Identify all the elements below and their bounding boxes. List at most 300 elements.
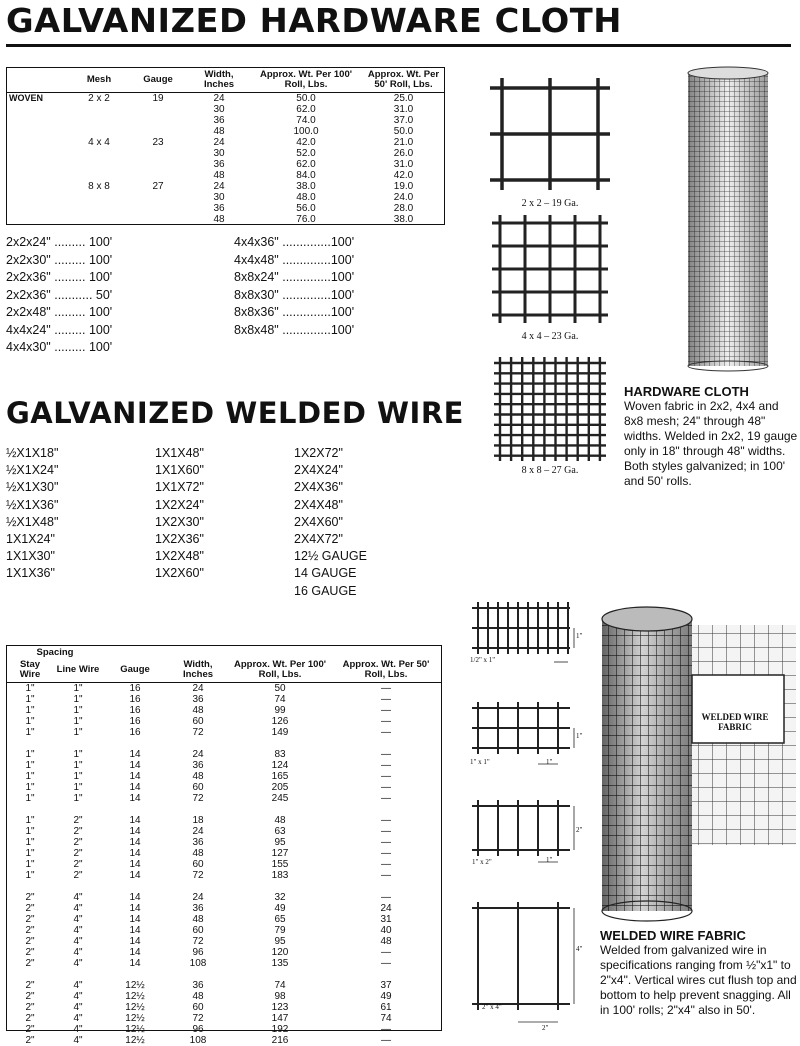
table-row bbox=[7, 1002, 441, 1013]
table-cell: 4" bbox=[73, 936, 83, 947]
table-cell: 4" bbox=[73, 914, 83, 925]
diagram-label: 4" bbox=[576, 945, 583, 953]
table-cell: 72 bbox=[192, 1013, 204, 1024]
table-cell: 1" bbox=[73, 793, 83, 804]
col-header-spacing: Spacing bbox=[36, 647, 74, 658]
col-header-wt100: Approx. Wt. Per 100' Roll, Lbs. bbox=[229, 658, 331, 683]
list-item: 2x2x48" ......... 100' bbox=[6, 305, 113, 319]
table-row bbox=[7, 1024, 441, 1035]
table-cell: 50 bbox=[274, 683, 286, 694]
table-cell: 83 bbox=[274, 749, 286, 760]
list-item: 1X1X36" bbox=[6, 566, 55, 581]
table-cell bbox=[71, 159, 127, 170]
table-cell: 56.0 bbox=[296, 203, 316, 214]
diagram-label: 1" bbox=[546, 758, 553, 766]
table-cell: 8 x 8 bbox=[88, 181, 110, 192]
table-row bbox=[7, 694, 441, 705]
table-cell: 2" bbox=[73, 859, 83, 870]
col-header-type bbox=[7, 68, 71, 93]
list-item: 1X1X72" bbox=[155, 480, 204, 495]
table-cell: 192 bbox=[271, 1024, 289, 1035]
spacer-cell bbox=[7, 738, 441, 749]
table-cell: 84.0 bbox=[296, 170, 316, 181]
table-cell: 4" bbox=[73, 1013, 83, 1024]
mesh-4x4-caption: 4 x 4 – 23 Ga. bbox=[521, 331, 579, 342]
table-cell: 2" bbox=[25, 936, 35, 947]
table-cell: 60 bbox=[192, 1002, 204, 1013]
list-item: 1X1X48" bbox=[155, 446, 204, 460]
table-cell: 1" bbox=[73, 749, 83, 760]
list-item: 8x8x30" ..............100' bbox=[234, 287, 355, 302]
table-row bbox=[7, 104, 444, 115]
table-cell: 12½ bbox=[125, 991, 145, 1002]
table-cell: 31 bbox=[380, 914, 392, 925]
table-cell: 2" bbox=[73, 870, 83, 881]
col-header-stay-wire: Stay Wire bbox=[7, 658, 53, 683]
table-cell: 14 bbox=[129, 749, 141, 760]
list-item: 4x4x30" ......... 100' bbox=[6, 340, 113, 354]
welded-wire-text: Welded from galvanized wire in specifications ranging from ½"x1" to 2"x4". Vertical wires cut flush top and bottom to help prevent snagging. All in 100' rolls; 2"x4" also in 50'. bbox=[600, 943, 797, 1017]
table-cell: 31.0 bbox=[393, 159, 414, 170]
table-row bbox=[7, 727, 441, 738]
table-cell: 72 bbox=[192, 793, 204, 804]
table-cell: — bbox=[381, 727, 391, 738]
table-cell bbox=[71, 214, 127, 225]
table-cell: 14 bbox=[129, 958, 141, 969]
table-cell: 48 bbox=[192, 991, 204, 1002]
hardware-cloth-title: GALVANIZED HARDWARE CLOTH bbox=[6, 1, 622, 40]
table-cell: — bbox=[381, 1024, 391, 1035]
table-row bbox=[7, 1035, 441, 1046]
table-cell bbox=[71, 115, 127, 126]
block-spacer bbox=[7, 804, 441, 815]
table-cell: 16 bbox=[129, 716, 141, 727]
table-cell: 216 bbox=[271, 1035, 289, 1046]
mesh-4x4-diagram bbox=[492, 215, 608, 323]
table-cell: 30 bbox=[213, 148, 225, 159]
table-cell: 14 bbox=[129, 837, 141, 848]
mesh-8x8-caption: 8 x 8 – 27 Ga. bbox=[521, 465, 579, 476]
table-cell: 96 bbox=[192, 1024, 204, 1035]
list-item: ½X1X18" bbox=[6, 446, 59, 460]
list-item: 8x8x48" ..............100' bbox=[234, 322, 355, 337]
header-spacer bbox=[331, 646, 441, 658]
table-cell: 65 bbox=[274, 914, 286, 925]
table-cell: 108 bbox=[189, 958, 207, 969]
table-cell: 2" bbox=[25, 1024, 35, 1035]
list-item: 1X2X72" bbox=[294, 446, 343, 460]
table-cell: 4" bbox=[73, 958, 83, 969]
table-cell: — bbox=[381, 793, 391, 804]
spacer-cell bbox=[7, 881, 441, 892]
hardware-cloth-description bbox=[624, 384, 798, 489]
table-cell: 52.0 bbox=[296, 148, 316, 159]
table-row bbox=[7, 93, 444, 105]
diagram-label: 1" bbox=[576, 632, 583, 640]
table-cell: 2" bbox=[25, 947, 35, 958]
table-cell bbox=[127, 148, 189, 159]
hardware-list-right bbox=[234, 234, 444, 339]
table-cell: 16 bbox=[129, 683, 141, 694]
table-cell: 2" bbox=[25, 991, 35, 1002]
table-cell: 124 bbox=[271, 760, 289, 771]
list-item: 2x2x30" ......... 100' bbox=[6, 252, 113, 267]
title-rule bbox=[6, 44, 791, 47]
table-cell bbox=[71, 203, 127, 214]
table-cell: 48 bbox=[192, 705, 204, 716]
table-cell: 62.0 bbox=[296, 104, 316, 115]
table-cell bbox=[71, 192, 127, 203]
table-cell: 48 bbox=[213, 170, 225, 181]
table-row bbox=[7, 826, 441, 837]
table-cell: 2" bbox=[25, 903, 35, 914]
table-cell: 19 bbox=[152, 93, 164, 104]
list-item: 2X4X24" bbox=[294, 463, 343, 478]
table-cell bbox=[71, 170, 127, 181]
table-cell: WOVEN bbox=[9, 93, 44, 103]
table-cell: 25.0 bbox=[393, 93, 414, 104]
col-header-width: Width, Inches bbox=[189, 68, 249, 93]
welded-wire-table bbox=[6, 645, 442, 1046]
table-cell: 2" bbox=[73, 837, 83, 848]
table-cell: 1" bbox=[25, 793, 35, 804]
table-cell: 36 bbox=[192, 694, 204, 705]
list-item: 2x2x36" ........... 50' bbox=[6, 287, 113, 302]
table-row bbox=[7, 716, 441, 727]
table-row bbox=[7, 837, 441, 848]
list-item: 1X2X24" bbox=[155, 497, 204, 512]
table-cell: 14 bbox=[129, 782, 141, 793]
table-cell: 2" bbox=[25, 925, 35, 936]
table-cell: 1" bbox=[25, 760, 35, 771]
table-cell: 14 bbox=[129, 947, 141, 958]
hardware-list-left bbox=[6, 234, 216, 357]
mesh-2x2-caption: 2 x 2 – 19 Ga. bbox=[521, 198, 579, 209]
table-cell: 24 bbox=[213, 137, 225, 148]
table-cell bbox=[127, 214, 189, 225]
col-header-wt50: Approx. Wt. Per 50' Roll, Lbs. bbox=[331, 658, 441, 683]
table-row bbox=[7, 192, 444, 203]
list-item: 2x2x24" ......... 100' bbox=[6, 235, 113, 249]
table-cell: 1" bbox=[73, 716, 83, 727]
table-cell: 36 bbox=[192, 837, 204, 848]
list-item: ½X1X30" bbox=[6, 480, 59, 495]
table-cell: 135 bbox=[271, 958, 289, 969]
table-cell: 14 bbox=[129, 914, 141, 925]
list-item: 1X2X48" bbox=[155, 549, 204, 564]
table-row bbox=[7, 1013, 441, 1024]
table-cell: 1" bbox=[25, 782, 35, 793]
table-row bbox=[7, 782, 441, 793]
block-spacer bbox=[7, 881, 441, 892]
table-cell: — bbox=[381, 1035, 391, 1046]
table-cell: 62.0 bbox=[296, 159, 316, 170]
col-header-line-wire: Line Wire bbox=[53, 658, 103, 683]
table-cell: 100.0 bbox=[293, 126, 319, 137]
list-item: 2X4X36" bbox=[294, 480, 343, 495]
table-cell: — bbox=[381, 771, 391, 782]
table-cell: 183 bbox=[271, 870, 289, 881]
table-cell bbox=[7, 214, 71, 225]
table-row bbox=[7, 958, 441, 969]
table-cell bbox=[71, 126, 127, 137]
table-row bbox=[7, 991, 441, 1002]
table-cell bbox=[127, 126, 189, 137]
table-cell: 24 bbox=[192, 683, 204, 694]
table-cell: 60 bbox=[192, 925, 204, 936]
table-cell: 24.0 bbox=[393, 192, 414, 203]
table-cell: 37 bbox=[380, 980, 392, 991]
table-cell: 24 bbox=[192, 749, 204, 760]
table-row bbox=[7, 815, 441, 826]
table-cell: 1" bbox=[25, 727, 35, 738]
table-cell: 2" bbox=[25, 892, 35, 903]
table-cell: 14 bbox=[129, 903, 141, 914]
table-cell: 72 bbox=[192, 727, 204, 738]
table-cell: — bbox=[381, 826, 391, 837]
table-cell: 76.0 bbox=[296, 214, 316, 225]
table-cell bbox=[7, 181, 71, 192]
table-cell: 155 bbox=[271, 859, 289, 870]
table-cell: 1" bbox=[25, 826, 35, 837]
table-cell: 14 bbox=[129, 859, 141, 870]
table-cell: 123 bbox=[271, 1002, 289, 1013]
table-cell: 16 bbox=[129, 694, 141, 705]
table-cell: 61 bbox=[380, 1002, 392, 1013]
table-cell: 1" bbox=[25, 705, 35, 716]
table-cell: — bbox=[381, 958, 391, 969]
table-row bbox=[7, 914, 441, 925]
mesh-2x2-diagram bbox=[490, 78, 610, 190]
table-cell: 32 bbox=[274, 892, 286, 903]
spacer-cell bbox=[7, 969, 441, 980]
table-cell: 165 bbox=[271, 771, 289, 782]
table-cell: 42.0 bbox=[393, 170, 414, 181]
table-cell: 24 bbox=[192, 892, 204, 903]
list-item: 1X1X30" bbox=[6, 549, 55, 564]
table-cell: 1" bbox=[73, 683, 83, 694]
table-cell: 1" bbox=[25, 749, 35, 760]
table-cell: — bbox=[381, 815, 391, 826]
table-row bbox=[7, 980, 441, 991]
table-cell: 36 bbox=[213, 203, 225, 214]
table-cell: 14 bbox=[129, 771, 141, 782]
table-cell: 63 bbox=[274, 826, 286, 837]
table-cell: 30 bbox=[213, 192, 225, 203]
table-row bbox=[7, 947, 441, 958]
welded-list-col1 bbox=[6, 445, 126, 583]
table-row bbox=[7, 126, 444, 137]
welded-wire-description bbox=[600, 928, 798, 1018]
table-cell: 14 bbox=[129, 793, 141, 804]
col-header-width: Width, Inches bbox=[167, 658, 229, 683]
table-cell: 74 bbox=[380, 1013, 392, 1024]
diagram-label: 1" x 1" bbox=[470, 758, 490, 766]
table-cell: 2" bbox=[25, 1013, 35, 1024]
table-cell: 98 bbox=[274, 991, 286, 1002]
welded-wire-title: GALVANIZED WELDED WIRE bbox=[6, 396, 464, 430]
list-item: 1X2X36" bbox=[155, 532, 204, 547]
table-cell: 4" bbox=[73, 925, 83, 936]
table-cell: 18 bbox=[192, 815, 204, 826]
table-cell: 1" bbox=[73, 705, 83, 716]
table-cell: 4 x 4 bbox=[88, 137, 110, 148]
list-item: 4x4x24" ......... 100' bbox=[6, 322, 113, 337]
table-cell: 1" bbox=[25, 870, 35, 881]
table-cell: 1" bbox=[73, 694, 83, 705]
table-cell: 1" bbox=[25, 859, 35, 870]
table-cell: 2" bbox=[25, 980, 35, 991]
diagram-label: 1" bbox=[546, 856, 553, 864]
table-cell: 38.0 bbox=[296, 181, 316, 192]
table-cell: 31.0 bbox=[393, 104, 414, 115]
table-cell: 120 bbox=[271, 947, 289, 958]
list-item: 2X4X60" bbox=[294, 514, 343, 529]
table-cell: 1" bbox=[25, 848, 35, 859]
table-cell: 127 bbox=[271, 848, 289, 859]
table-cell: 245 bbox=[271, 793, 289, 804]
table-row bbox=[7, 903, 441, 914]
table-cell: 12½ bbox=[125, 1013, 145, 1024]
diagram-label: 1" x 2" bbox=[472, 858, 492, 866]
table-cell: 1" bbox=[25, 771, 35, 782]
table-cell bbox=[7, 115, 71, 126]
table-cell: — bbox=[381, 848, 391, 859]
table-cell: 60 bbox=[192, 859, 204, 870]
table-cell: 50.0 bbox=[296, 93, 316, 104]
table-cell: 27 bbox=[152, 181, 164, 192]
table-cell: 149 bbox=[271, 727, 289, 738]
table-cell: 36 bbox=[192, 903, 204, 914]
table-cell: 60 bbox=[192, 782, 204, 793]
table-cell: 95 bbox=[274, 837, 286, 848]
table-cell: 14 bbox=[129, 815, 141, 826]
welded-roll-label: WELDED WIRE FABRIC bbox=[701, 712, 769, 732]
table-cell: 96 bbox=[192, 947, 204, 958]
table-cell: 2" bbox=[73, 826, 83, 837]
table-cell: 12½ bbox=[125, 1035, 145, 1046]
table-cell: — bbox=[381, 749, 391, 760]
table-cell: 108 bbox=[189, 1035, 207, 1046]
table-cell bbox=[7, 137, 71, 148]
table-cell: 30 bbox=[213, 104, 225, 115]
table-cell: 26.0 bbox=[393, 148, 414, 159]
table-cell: 2" bbox=[73, 848, 83, 859]
table-row bbox=[7, 793, 441, 804]
table-cell: 16 bbox=[129, 705, 141, 716]
welded-wire-heading: WELDED WIRE FABRIC bbox=[600, 928, 746, 943]
table-cell: — bbox=[381, 782, 391, 793]
welded-wire-roll-illustration bbox=[600, 605, 798, 925]
list-item: 14 GAUGE bbox=[294, 566, 357, 581]
table-cell: 19.0 bbox=[393, 181, 414, 192]
table-cell: — bbox=[381, 694, 391, 705]
table-cell: 14 bbox=[129, 826, 141, 837]
table-cell: 74 bbox=[274, 980, 286, 991]
table-cell: — bbox=[381, 870, 391, 881]
table-row bbox=[7, 214, 444, 225]
col-header-wt100: Approx. Wt. Per 100' Roll, Lbs. bbox=[249, 68, 363, 93]
table-cell: 2" bbox=[73, 815, 83, 826]
hardware-cloth-text: Woven fabric in 2x2, 4x4 and 8x8 mesh; 24" through 48" widths. Welded in 2x2, 19 gauge only in 18" through 48" widths. Both styles galvanized; in 100' and 50' rolls. bbox=[624, 399, 798, 488]
list-item: 1X1X24" bbox=[6, 532, 55, 547]
table-row bbox=[7, 115, 444, 126]
table-cell: 74 bbox=[274, 694, 286, 705]
table-cell bbox=[71, 148, 127, 159]
table-cell: 48 bbox=[192, 771, 204, 782]
table-cell: 1" bbox=[25, 837, 35, 848]
table-cell bbox=[7, 192, 71, 203]
list-item: 16 GAUGE bbox=[294, 583, 357, 598]
table-cell bbox=[127, 192, 189, 203]
list-item: ½X1X48" bbox=[6, 514, 59, 529]
table-cell: 49 bbox=[380, 991, 392, 1002]
table-cell bbox=[7, 159, 71, 170]
list-item: 1X2X60" bbox=[155, 566, 204, 581]
table-cell: 4" bbox=[73, 1035, 83, 1046]
table-cell: 50.0 bbox=[393, 126, 414, 137]
mesh-8x8-diagram bbox=[494, 357, 606, 461]
diagram-label: 2" bbox=[542, 1024, 549, 1032]
table-cell: 205 bbox=[271, 782, 289, 793]
list-item: ½X1X24" bbox=[6, 463, 59, 478]
list-item: 4x4x48" ..............100' bbox=[234, 252, 355, 267]
table-cell: 2" bbox=[25, 1035, 35, 1046]
list-item: 8x8x24" ..............100' bbox=[234, 270, 355, 284]
table-row bbox=[7, 203, 444, 214]
table-cell: 2 x 2 bbox=[88, 93, 110, 104]
table-cell: — bbox=[381, 892, 391, 903]
table-cell: — bbox=[381, 760, 391, 771]
table-row bbox=[7, 870, 441, 881]
hardware-cloth-roll-illustration bbox=[684, 66, 772, 372]
table-cell: 48 bbox=[213, 214, 225, 225]
header-spacer bbox=[229, 646, 331, 658]
table-row bbox=[7, 159, 444, 170]
list-item: 2X4X72" bbox=[294, 532, 343, 547]
table-cell: 1" bbox=[73, 782, 83, 793]
table-cell: 38.0 bbox=[393, 214, 414, 225]
table-cell: 23 bbox=[152, 137, 164, 148]
table-cell: 48 bbox=[274, 815, 286, 826]
table-cell: 14 bbox=[129, 760, 141, 771]
table-cell: 12½ bbox=[125, 1002, 145, 1013]
list-item: 2x2x36" ......... 100' bbox=[6, 270, 113, 284]
table-cell: 4" bbox=[73, 947, 83, 958]
table-cell bbox=[7, 126, 71, 137]
table-cell: — bbox=[381, 716, 391, 727]
block-spacer bbox=[7, 969, 441, 980]
table-cell bbox=[7, 148, 71, 159]
table-cell: 12½ bbox=[125, 1024, 145, 1035]
table-cell: 74.0 bbox=[296, 115, 316, 126]
table-row bbox=[7, 859, 441, 870]
table-cell: 37.0 bbox=[393, 115, 414, 126]
table-cell: 24 bbox=[213, 93, 225, 104]
table-cell bbox=[71, 104, 127, 115]
table-cell: 4" bbox=[73, 1002, 83, 1013]
welded-list-col2 bbox=[155, 445, 275, 583]
table-cell bbox=[127, 203, 189, 214]
table-cell: 21.0 bbox=[393, 137, 414, 148]
table-cell: 49 bbox=[274, 903, 286, 914]
table-row bbox=[7, 705, 441, 716]
table-cell: 1" bbox=[25, 716, 35, 727]
table-cell: 36 bbox=[213, 115, 225, 126]
col-header-mesh: Mesh bbox=[71, 68, 127, 93]
table-cell: 99 bbox=[274, 705, 286, 716]
table-cell: 1" bbox=[73, 760, 83, 771]
